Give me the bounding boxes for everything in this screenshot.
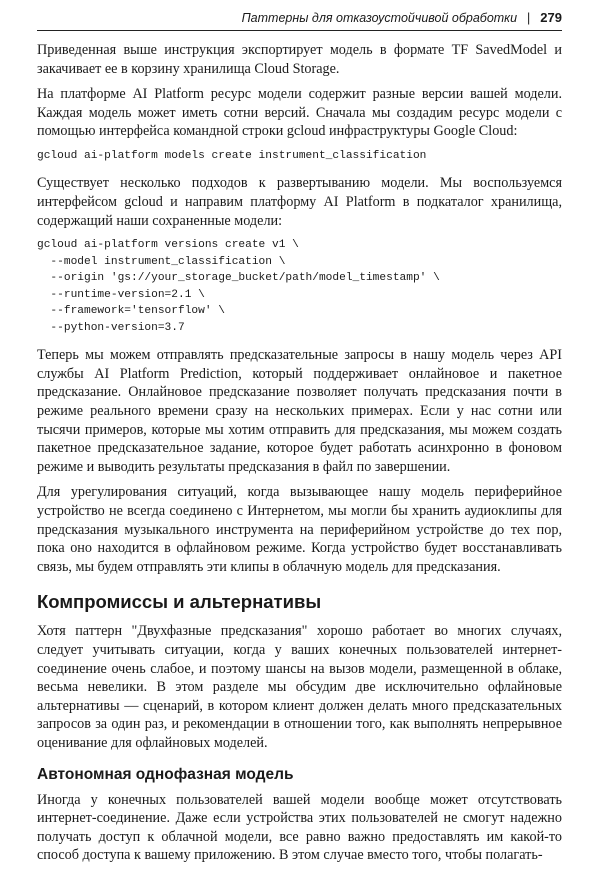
paragraph-export-model: Приведенная выше инструкция экспортирует модель в формате TF SavedModel и закачивает ее в корзину хранилища Cloud Storage. <box>37 42 562 77</box>
paragraph-model-resource: На платформе AI Platform ресурс модели содержит разные версии вашей модели. Каждая модель может иметь сотни версий. Сначала мы создадим ресурс модели с помощью интерфейса командной строки gcloud инфраструктуры Google Cloud: <box>37 86 562 140</box>
paragraph-deploy-approaches: Существует несколько подходов к развертыванию модели. Мы воспользуемся интерфейсом gcloud и направим платформу AI Platform в подкаталог хранилища, содержащий наши сохраненные модели: <box>37 175 562 229</box>
code-block-create-model <box>37 148 562 165</box>
page-number: 279 <box>540 10 562 25</box>
header-separator: | <box>527 11 531 25</box>
code-line: --runtime-version=2.1 \ <box>37 288 205 301</box>
book-page <box>37 10 562 872</box>
paragraph-standalone-intro: Иногда у конечных пользователей вашей модели вообще может отсутствовать интернет-соединение. Даже если устройства этих пользователей не смогут надежно получать доступ к облачной модели, все равно важно предоставлять им какой-то способ доступа к вашему приложению. В этом случае вместо того, чтобы полагать- <box>37 791 562 864</box>
subsection-heading-standalone: Автономная однофазная модель <box>37 765 294 783</box>
code-line: gcloud ai-platform models create instrument_classification <box>37 149 427 162</box>
running-header <box>37 10 562 31</box>
paragraph-offline-edge: Для урегулирования ситуаций, когда вызывающее нашу модель периферийное устройство не всегда соединено с Интернетом, мы могли бы хранить аудиоклипы для предсказания музыкального инструмента на периферийном устройстве до тех пор, пока оно находится в офлайновом режиме. Когда устройство будет восстанавливать связь, мы будем отправлять эти клипы в облачную модель для предсказания. <box>37 484 562 575</box>
code-line: --origin 'gs://your_storage_bucket/path/model_timestamp' \ <box>37 272 440 285</box>
code-block-create-version <box>37 237 562 336</box>
code-line: --model instrument_classification \ <box>37 255 286 268</box>
paragraph-tradeoffs-intro: Хотя паттерн "Двухфазные предсказания" хорошо работает во многих случаях, следует учитывать ситуации, когда у ваших конечных пользователей интернет-соединение очень слабое, и поэтому шансы на вызов модели, размещенной в облаке, весьма невелики. В этом разделе мы обсудим две исключительно офлайновые альтернативы — сценарий, в котором клиент должен делать много предсказательных запросов за один раз, и рекомендации в отношении того, как выполнять непрерывное оценивание для офлайновых моделей. <box>37 623 562 751</box>
code-line: --framework='tensorflow' \ <box>37 305 225 318</box>
section-heading-tradeoffs: Компромиссы и альтернативы <box>37 591 322 613</box>
chapter-title: Паттерны для отказоустойчивой обработки <box>241 11 518 25</box>
paragraph-prediction-api: Теперь мы можем отправлять предсказательные запросы в нашу модель через API службы AI Platform Prediction, который поддерживает онлайновое и пакетное предсказание. Онлайновое предсказание позволяет получать предсказания почти в режиме реального времени сразу на нескольких примерах. Если у нас сотни или тысячи примеров, которые мы хотим отправить для предсказания, мы можем создать пакетное предсказательное задание, которое будет работать асинхронно в фоновом режиме и выводить результаты предсказания в файл по завершении. <box>37 347 562 475</box>
code-line: gcloud ai-platform versions create v1 \ <box>37 239 299 252</box>
code-line: --python-version=3.7 <box>37 321 185 334</box>
